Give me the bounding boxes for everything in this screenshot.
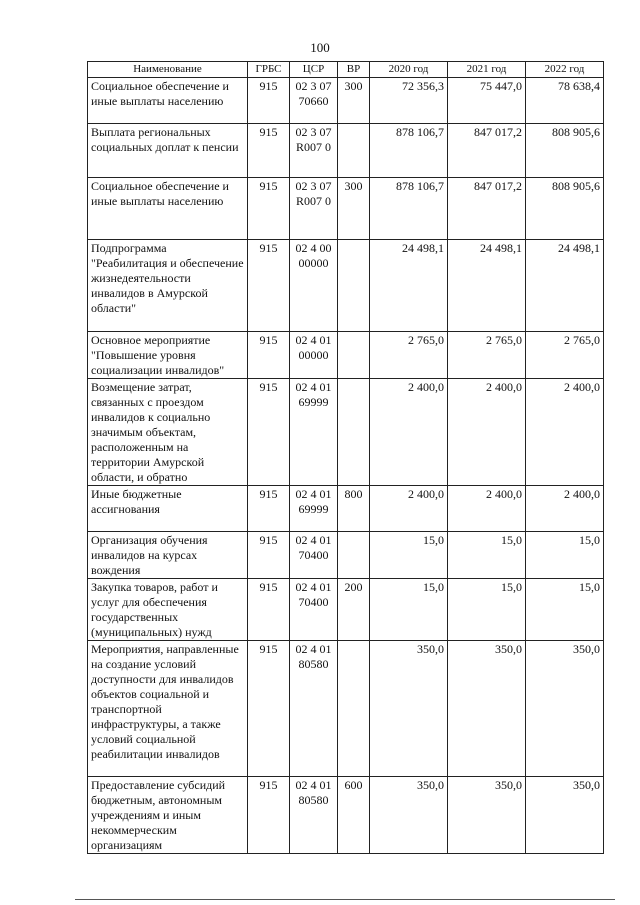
cell-csr: 02 3 07 70660 bbox=[290, 78, 338, 124]
cell-name: Подпрограмма "Реабилитация и обеспечение жизнедеятельности инвалидов в Амурской области" bbox=[88, 240, 248, 332]
cell-name: Мероприятия, направленные на создание условий доступности для инвалидов объектов социальной и транспортной инфраструктуры, а также условий социальной реабилитации инвалидов bbox=[88, 641, 248, 777]
bottom-rule bbox=[75, 899, 615, 900]
cell-vr bbox=[338, 240, 370, 332]
cell-csr: 02 4 01 70400 bbox=[290, 532, 338, 579]
cell-name: Иные бюджетные ассигнования bbox=[88, 486, 248, 532]
table-row bbox=[88, 178, 604, 240]
cell-csr: 02 4 00 00000 bbox=[290, 240, 338, 332]
cell-2021: 24 498,1 bbox=[448, 240, 526, 332]
cell-name: Социальное обеспечение и иные выплаты населению bbox=[88, 78, 248, 124]
cell-2020: 2 400,0 bbox=[370, 486, 448, 532]
cell-2022: 350,0 bbox=[526, 777, 604, 854]
table-row bbox=[88, 78, 604, 124]
header-2020: 2020 год bbox=[370, 62, 448, 78]
cell-name: Основное мероприятие "Повышение уровня социализации инвалидов" bbox=[88, 332, 248, 379]
cell-name: Предоставление субсидий бюджетным, автономным учреждениям и иным некоммерческим организациям bbox=[88, 777, 248, 854]
cell-vr: 200 bbox=[338, 579, 370, 641]
cell-vr bbox=[338, 124, 370, 178]
cell-vr: 600 bbox=[338, 777, 370, 854]
cell-2021: 2 400,0 bbox=[448, 379, 526, 486]
cell-2021: 75 447,0 bbox=[448, 78, 526, 124]
cell-2021: 2 400,0 bbox=[448, 486, 526, 532]
cell-grbs: 915 bbox=[248, 332, 290, 379]
table-row bbox=[88, 579, 604, 641]
cell-grbs: 915 bbox=[248, 78, 290, 124]
cell-csr: 02 4 01 69999 bbox=[290, 379, 338, 486]
budget-table bbox=[87, 61, 604, 854]
cell-csr: 02 4 01 80580 bbox=[290, 641, 338, 777]
cell-name: Социальное обеспечение и иные выплаты населению bbox=[88, 178, 248, 240]
cell-vr: 300 bbox=[338, 178, 370, 240]
cell-grbs: 915 bbox=[248, 641, 290, 777]
cell-csr: 02 3 07 R007 0 bbox=[290, 124, 338, 178]
cell-grbs: 915 bbox=[248, 777, 290, 854]
cell-2020: 878 106,7 bbox=[370, 124, 448, 178]
cell-vr bbox=[338, 332, 370, 379]
cell-2020: 72 356,3 bbox=[370, 78, 448, 124]
cell-csr: 02 4 01 70400 bbox=[290, 579, 338, 641]
header-name: Наименование bbox=[88, 62, 248, 78]
cell-2022: 24 498,1 bbox=[526, 240, 604, 332]
cell-name: Выплата региональных социальных доплат к пенсии bbox=[88, 124, 248, 178]
cell-2022: 2 400,0 bbox=[526, 486, 604, 532]
table-row bbox=[88, 777, 604, 854]
cell-2020: 2 765,0 bbox=[370, 332, 448, 379]
cell-2022: 15,0 bbox=[526, 532, 604, 579]
cell-2022: 808 905,6 bbox=[526, 178, 604, 240]
table-row bbox=[88, 486, 604, 532]
cell-csr: 02 4 01 69999 bbox=[290, 486, 338, 532]
cell-grbs: 915 bbox=[248, 486, 290, 532]
cell-grbs: 915 bbox=[248, 240, 290, 332]
cell-name: Организация обучения инвалидов на курсах вождения bbox=[88, 532, 248, 579]
table-row bbox=[88, 379, 604, 486]
cell-2020: 15,0 bbox=[370, 579, 448, 641]
cell-vr: 300 bbox=[338, 78, 370, 124]
cell-vr bbox=[338, 641, 370, 777]
cell-2020: 878 106,7 bbox=[370, 178, 448, 240]
table-header-row bbox=[88, 62, 604, 78]
cell-vr: 800 bbox=[338, 486, 370, 532]
cell-2022: 2 400,0 bbox=[526, 379, 604, 486]
cell-csr: 02 4 01 00000 bbox=[290, 332, 338, 379]
table-row bbox=[88, 532, 604, 579]
cell-name: Закупка товаров, работ и услуг для обеспечения государственных (муниципальных) нужд bbox=[88, 579, 248, 641]
cell-vr bbox=[338, 379, 370, 486]
cell-vr bbox=[338, 532, 370, 579]
cell-2022: 2 765,0 bbox=[526, 332, 604, 379]
header-vr: ВР bbox=[338, 62, 370, 78]
cell-2022: 15,0 bbox=[526, 579, 604, 641]
header-csr: ЦСР bbox=[290, 62, 338, 78]
cell-2020: 2 400,0 bbox=[370, 379, 448, 486]
cell-2020: 350,0 bbox=[370, 777, 448, 854]
cell-grbs: 915 bbox=[248, 532, 290, 579]
cell-2021: 350,0 bbox=[448, 641, 526, 777]
cell-grbs: 915 bbox=[248, 178, 290, 240]
header-grbs: ГРБС bbox=[248, 62, 290, 78]
table-row bbox=[88, 641, 604, 777]
cell-2022: 78 638,4 bbox=[526, 78, 604, 124]
cell-csr: 02 3 07 R007 0 bbox=[290, 178, 338, 240]
cell-2021: 847 017,2 bbox=[448, 178, 526, 240]
cell-grbs: 915 bbox=[248, 579, 290, 641]
cell-grbs: 915 bbox=[248, 379, 290, 486]
cell-2022: 808 905,6 bbox=[526, 124, 604, 178]
cell-2020: 15,0 bbox=[370, 532, 448, 579]
table-row bbox=[88, 240, 604, 332]
cell-2021: 847 017,2 bbox=[448, 124, 526, 178]
cell-grbs: 915 bbox=[248, 124, 290, 178]
header-2022: 2022 год bbox=[526, 62, 604, 78]
cell-2021: 15,0 bbox=[448, 579, 526, 641]
cell-2021: 15,0 bbox=[448, 532, 526, 579]
cell-2020: 24 498,1 bbox=[370, 240, 448, 332]
cell-2022: 350,0 bbox=[526, 641, 604, 777]
cell-2021: 2 765,0 bbox=[448, 332, 526, 379]
cell-2021: 350,0 bbox=[448, 777, 526, 854]
cell-csr: 02 4 01 80580 bbox=[290, 777, 338, 854]
table-row bbox=[88, 124, 604, 178]
header-2021: 2021 год bbox=[448, 62, 526, 78]
cell-2020: 350,0 bbox=[370, 641, 448, 777]
table-row bbox=[88, 332, 604, 379]
page-number: 100 bbox=[310, 40, 330, 55]
cell-name: Возмещение затрат, связанных с проездом инвалидов к социально значимым объектам, расположенным на территории Амурской области, и обратно bbox=[88, 379, 248, 486]
